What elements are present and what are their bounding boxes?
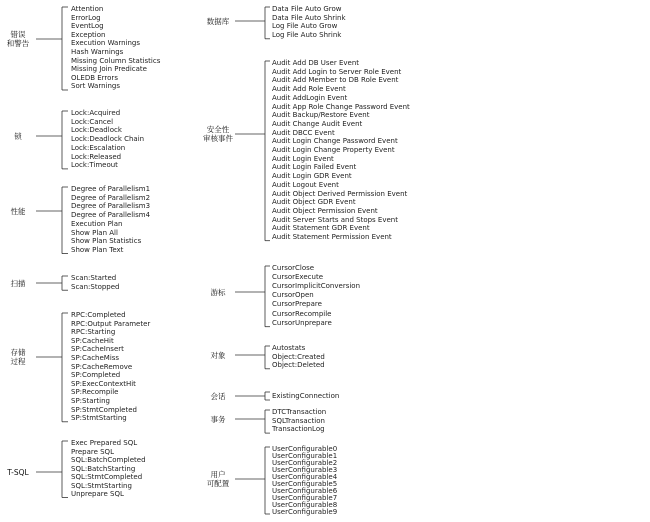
event-item: UserConfigurable5 <box>272 480 338 488</box>
event-item: Unprepare SQL <box>71 490 124 498</box>
event-item: Hash Warnings <box>71 48 124 56</box>
event-item: SQL:StmtCompleted <box>71 473 143 481</box>
event-item: Lock:Escalation <box>71 143 126 152</box>
event-item: UserConfigurable3 <box>272 466 338 474</box>
event-item: Audit Statement GDR Event <box>272 224 370 233</box>
event-item: Audit Login Event <box>272 154 334 163</box>
category-label: 事务 <box>210 414 226 424</box>
event-item: CursorUnprepare <box>272 318 332 327</box>
event-item: Lock:Cancel <box>71 117 114 126</box>
event-item: Lock:Acquired <box>71 109 121 117</box>
event-item: SP:CacheHit <box>71 336 114 345</box>
event-item: Audit Login GDR Event <box>272 172 352 181</box>
event-item: CursorClose <box>272 264 315 272</box>
event-item: Audit DBCC Event <box>272 128 335 137</box>
event-item: UserConfigurable2 <box>272 459 338 467</box>
event-item: SQL:BatchStarting <box>71 464 136 473</box>
event-item: ExistingConnection <box>272 392 340 400</box>
event-item: Audit Change Audit Event <box>272 119 363 128</box>
event-item: CursorExecute <box>272 273 324 282</box>
event-item: SQLTransaction <box>272 416 325 425</box>
event-item: Show Plan Text <box>71 245 124 254</box>
event-item: Scan:Stopped <box>71 282 120 291</box>
event-item: Audit Logout Event <box>272 180 339 189</box>
event-item: Lock:Timeout <box>71 161 118 170</box>
event-item: Exec Prepared SQL <box>71 439 138 447</box>
event-item: Audit Login Change Property Event <box>272 146 395 154</box>
event-item: Audit Add Login to Server Role Event <box>272 67 402 76</box>
event-item: SP:StmtStarting <box>71 414 127 423</box>
category-label: 性能 <box>10 206 26 216</box>
event-item: Execution Warnings <box>71 39 141 48</box>
event-item: Missing Join Predicate <box>71 65 147 74</box>
category-label: 锁 <box>14 131 22 141</box>
event-item: Show Plan All <box>71 228 118 237</box>
event-item: UserConfigurable4 <box>272 473 338 481</box>
event-item: OLEDB Errors <box>71 73 118 82</box>
category-label: 会话 <box>210 391 226 401</box>
event-item: Audit Backup/Restore Event <box>272 111 370 120</box>
event-item: Audit Add Role Event <box>272 85 346 94</box>
event-item: SP:Starting <box>71 397 110 405</box>
event-item: Missing Column Statistics <box>71 56 161 65</box>
event-item: UserConfigurable9 <box>272 508 338 516</box>
event-item: Audit Login Failed Event <box>272 163 357 172</box>
event-item: EventLog <box>71 22 104 31</box>
event-item: RPC:Output Parameter <box>71 319 151 328</box>
event-item: Object:Created <box>272 352 325 361</box>
event-item: TransactionLog <box>272 425 325 434</box>
event-item: Audit App Role Change Password Event <box>272 102 410 111</box>
category-label: 对象 <box>210 350 226 360</box>
category-label: 用户 可配置 <box>206 470 230 488</box>
event-item: SP:Completed <box>71 371 121 380</box>
event-item: Audit Object Derived Permission Event <box>272 189 408 198</box>
event-item: SP:ExecContextHit <box>71 379 136 388</box>
event-item: Audit Server Starts and Stops Event <box>272 215 398 224</box>
event-item: Exception <box>71 30 106 39</box>
event-item: Lock:Deadlock <box>71 126 122 135</box>
event-item: Attention <box>71 5 104 13</box>
event-item: Audit Object GDR Event <box>272 198 356 207</box>
event-item: Audit Add Member to DB Role Event <box>272 76 399 85</box>
event-item: UserConfigurable8 <box>272 501 338 509</box>
category-label: 数据库 <box>206 16 230 26</box>
event-item: SP:StmtCompleted <box>71 405 137 414</box>
event-item: RPC:Starting <box>71 328 116 337</box>
event-item: Execution Plan <box>71 219 123 228</box>
category-label: 错误 和警告 <box>6 30 30 48</box>
event-item: Log File Auto Grow <box>272 22 338 31</box>
event-item: Degree of Parallelism1 <box>71 185 151 193</box>
event-item: SQL:StmtStarting <box>71 481 132 490</box>
event-item: Data File Auto Shrink <box>272 13 346 22</box>
event-item: RPC:Completed <box>71 311 126 319</box>
event-item: Audit Login Change Password Event <box>272 137 398 146</box>
event-item: SP:CacheMiss <box>71 354 120 362</box>
category-label: 存储 过程 <box>10 348 26 366</box>
event-item: Show Plan Statistics <box>71 237 142 246</box>
event-item: Audit Object Permission Event <box>272 206 378 215</box>
event-item: SQL:BatchCompleted <box>71 456 146 464</box>
event-item: Log File Auto Shrink <box>272 31 342 40</box>
event-item: SP:CacheInsert <box>71 345 124 354</box>
event-item: Audit Add DB User Event <box>272 59 360 67</box>
category-label: 安全性 审核事件 <box>203 125 233 143</box>
category-label: 游标 <box>210 287 226 297</box>
category-label: T-SQL <box>7 467 29 477</box>
event-item: UserConfigurable0 <box>272 445 338 453</box>
event-item: Object:Deleted <box>272 361 325 370</box>
event-item: CursorRecompile <box>272 309 332 318</box>
event-item: DTCTransaction <box>272 408 327 416</box>
event-item: CursorOpen <box>272 291 314 300</box>
event-item: Audit AddLogin Event <box>272 93 348 102</box>
event-item: UserConfigurable7 <box>272 494 338 502</box>
event-item: CursorImplicitConversion <box>272 282 361 291</box>
event-item: Audit Statement Permission Event <box>272 233 392 241</box>
event-item: Degree of Parallelism4 <box>71 211 151 220</box>
event-item: Sort Warnings <box>71 82 120 91</box>
event-item: UserConfigurable1 <box>272 452 338 460</box>
event-item: UserConfigurable6 <box>272 487 338 495</box>
event-item: ErrorLog <box>71 13 101 22</box>
event-item: Data File Auto Grow <box>272 5 342 13</box>
category-label: 扫描 <box>10 278 26 288</box>
event-item: Prepare SQL <box>71 447 114 456</box>
event-item: Lock:Released <box>71 152 122 161</box>
event-item: Degree of Parallelism3 <box>71 202 151 211</box>
event-item: Degree of Parallelism2 <box>71 193 151 202</box>
event-item: CursorPrepare <box>272 300 322 309</box>
event-item: SP:CacheRemove <box>71 362 133 371</box>
event-item: Lock:Deadlock Chain <box>71 135 145 144</box>
event-item: SP:Recompile <box>71 388 119 397</box>
event-item: Scan:Started <box>71 274 117 282</box>
event-item: Autostats <box>272 344 306 352</box>
